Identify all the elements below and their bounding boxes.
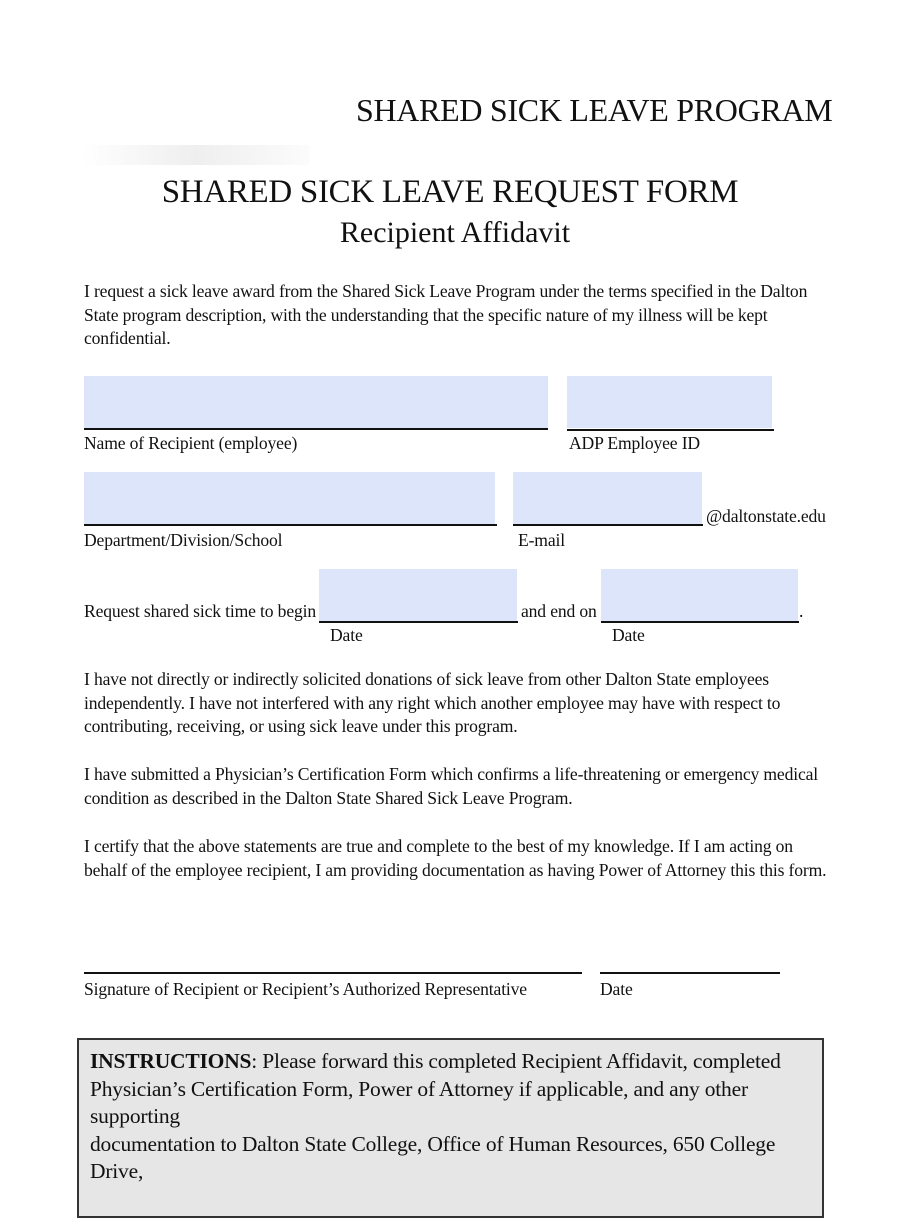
statement-line: I have submitted a Physician’s Certification Form which confirms a life-threatening or emergency medical bbox=[84, 764, 819, 784]
signature-label: Signature of Recipient or Recipient’s Authorized Representative bbox=[84, 979, 527, 999]
begin-date-line bbox=[319, 621, 518, 623]
end-date-field[interactable] bbox=[601, 569, 798, 621]
employee-id-line bbox=[567, 429, 774, 431]
program-title: SHARED SICK LEAVE PROGRAM bbox=[356, 92, 833, 128]
email-domain-suffix: @daltonstate.edu bbox=[706, 506, 826, 526]
instructions-line-1-rest: : Please forward this completed Recipient Affidavit, completed bbox=[251, 1049, 781, 1073]
department-label: Department/Division/School bbox=[84, 530, 283, 550]
end-date-prefix: and end on bbox=[521, 601, 597, 621]
intro-line: State program description, with the understanding that the specific nature of my illness will be kept bbox=[84, 304, 768, 325]
statement-line: condition as described in the Dalton State Shared Sick Leave Program. bbox=[84, 787, 573, 808]
statement-line: independently. I have not interfered with any right which another employee may have with respect to bbox=[84, 692, 781, 713]
scan-smudge bbox=[82, 145, 310, 165]
statement-certification bbox=[84, 835, 854, 882]
instructions-line-1 bbox=[90, 1048, 818, 1076]
statement-solicitation bbox=[84, 668, 844, 739]
email-field[interactable] bbox=[513, 472, 702, 524]
intro-paragraph bbox=[84, 280, 844, 351]
recipient-name-line bbox=[84, 428, 548, 430]
intro-line: I request a sick leave award from the Shared Sick Leave Program under the terms specified in the Dalton bbox=[84, 281, 808, 301]
end-date-label: Date bbox=[612, 625, 645, 645]
department-field[interactable] bbox=[84, 472, 495, 524]
statement-line: I certify that the above statements are true and complete to the best of my knowledge. If I am acting on bbox=[84, 836, 793, 856]
begin-date-label: Date bbox=[330, 625, 363, 645]
instructions-heading: INSTRUCTIONS bbox=[90, 1049, 252, 1073]
form-title: SHARED SICK LEAVE REQUEST FORM bbox=[161, 174, 739, 210]
intro-line: confidential. bbox=[84, 328, 171, 348]
recipient-name-label: Name of Recipient (employee) bbox=[84, 433, 298, 453]
signature-date-label: Date bbox=[600, 979, 633, 999]
employee-id-field[interactable] bbox=[567, 376, 772, 428]
instructions-text bbox=[90, 1048, 818, 1186]
statement-line: I have not directly or indirectly solicited donations of sick leave from other Dalton State employees bbox=[84, 669, 769, 689]
recipient-name-field[interactable] bbox=[84, 376, 548, 428]
employee-id-label: ADP Employee ID bbox=[569, 433, 700, 453]
end-date-line bbox=[601, 621, 799, 623]
statement-line: contributing, receiving, or using sick leave under this program. bbox=[84, 716, 518, 736]
signature-date-line[interactable] bbox=[600, 972, 780, 974]
instructions-line-3: documentation to Dalton State College, Office of Human Resources, 650 College Drive, bbox=[90, 1131, 776, 1183]
end-date-period: . bbox=[799, 601, 804, 621]
instructions-box bbox=[77, 1038, 824, 1218]
instructions-line-2: Physician’s Certification Form, Power of Attorney if applicable, and any other supporting bbox=[90, 1076, 748, 1128]
email-line bbox=[513, 524, 703, 526]
begin-date-prefix: Request shared sick time to begin bbox=[84, 601, 317, 621]
signature-line[interactable] bbox=[84, 972, 582, 974]
statement-line: behalf of the employee recipient, I am providing documentation as having Power of Attorney this this form. bbox=[84, 859, 827, 880]
email-label: E-mail bbox=[518, 530, 565, 550]
statement-physician bbox=[84, 763, 854, 810]
department-line bbox=[84, 524, 497, 526]
begin-date-field[interactable] bbox=[319, 569, 517, 621]
form-subtitle: Recipient Affidavit bbox=[339, 216, 571, 249]
